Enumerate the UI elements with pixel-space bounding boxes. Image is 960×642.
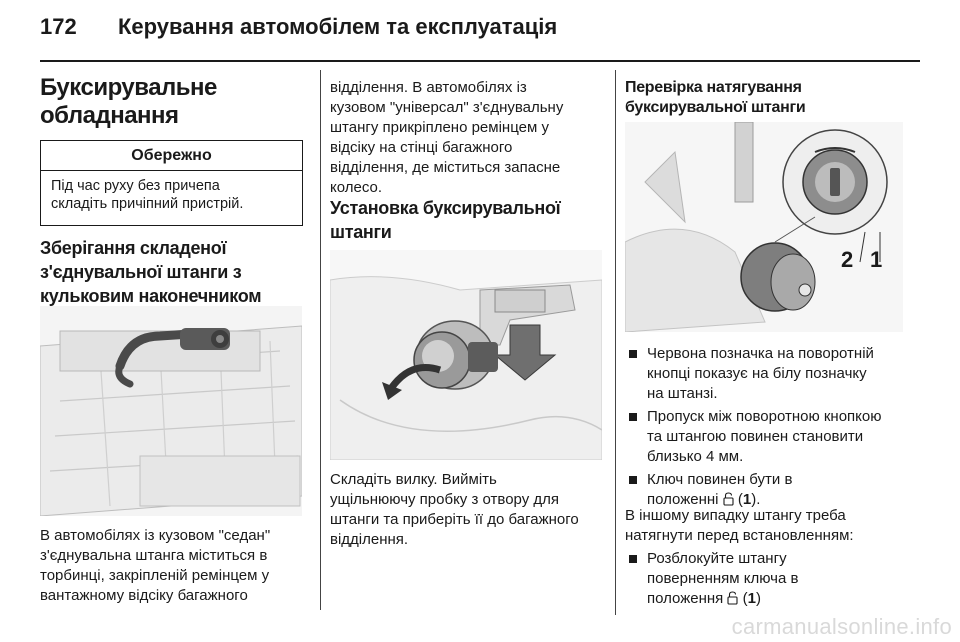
storage-paragraph-continued: відділення. В автомобілях із кузовом "універсал" з'єднувальну штангу прикріплено ремінцем у відсіку на стінці багажного відділення, де міститься запасне колесо. — [330, 79, 564, 196]
list-item: Червона позначка на поворотній кнопці показує на білу позначку на штанзі. — [625, 344, 920, 404]
page-title: Керування автомобілем та експлуатація — [118, 14, 558, 39]
unlock-icon — [727, 591, 738, 605]
caution-title: Обережно — [41, 141, 302, 171]
page-number: 172 — [40, 14, 77, 39]
bullet-square-icon — [629, 413, 637, 421]
storage-paragraph: В автомобілях із кузовом "седан" з'єднувальна штанга міститься в торбинці, закріпленій ремінцем у вантажному відсіку багажного — [40, 527, 271, 604]
storage-heading: Зберігання складеної з'єднувальної штанги з кульковим наконечником — [40, 238, 262, 306]
list-item: Розблокуйте штангу поверненням ключа в положення (1) — [625, 549, 920, 609]
column-divider-1 — [320, 70, 321, 610]
caution-text: Під час руху без причепа складіть причіпний пристрій. — [51, 178, 244, 212]
figure-trunk-storage — [40, 306, 302, 516]
figure-install-plug — [330, 250, 602, 460]
list-item: Ключ повинен бути в положенні (1). — [625, 470, 920, 510]
list-item: Пропуск між поворотною кнопкою та штангою повинен становити близько 4 мм. — [625, 407, 920, 467]
bullet-square-icon — [629, 350, 637, 358]
figure-label-2: 2 — [841, 247, 854, 272]
bullet-square-icon — [629, 555, 637, 563]
install-paragraph: Складіть вилку. Вийміть ущільнюючу пробку з отвору для штанги та приберіть її до багажного відділення. — [330, 471, 579, 548]
header-divider — [40, 60, 920, 62]
figure-tension-check — [625, 122, 903, 332]
bullet-square-icon — [629, 476, 637, 484]
unlock-icon — [723, 492, 734, 506]
check-tension-heading: Перевірка натягування буксирувальної штанги — [625, 79, 806, 116]
tension-check-list — [625, 344, 920, 513]
caution-box — [40, 140, 303, 226]
column-divider-2 — [615, 70, 616, 615]
unlock-list — [625, 549, 920, 612]
page-header — [40, 14, 920, 48]
watermark: carmanualsonline.info — [731, 614, 952, 639]
section-heading-towing: Буксирувальне обладнання — [40, 74, 217, 129]
otherwise-paragraph: В іншому випадку штангу треба натягнути перед встановленням: — [625, 507, 854, 544]
install-heading: Установка буксирувальної штанги — [330, 198, 561, 242]
figure-label-1: 1 — [870, 247, 883, 272]
